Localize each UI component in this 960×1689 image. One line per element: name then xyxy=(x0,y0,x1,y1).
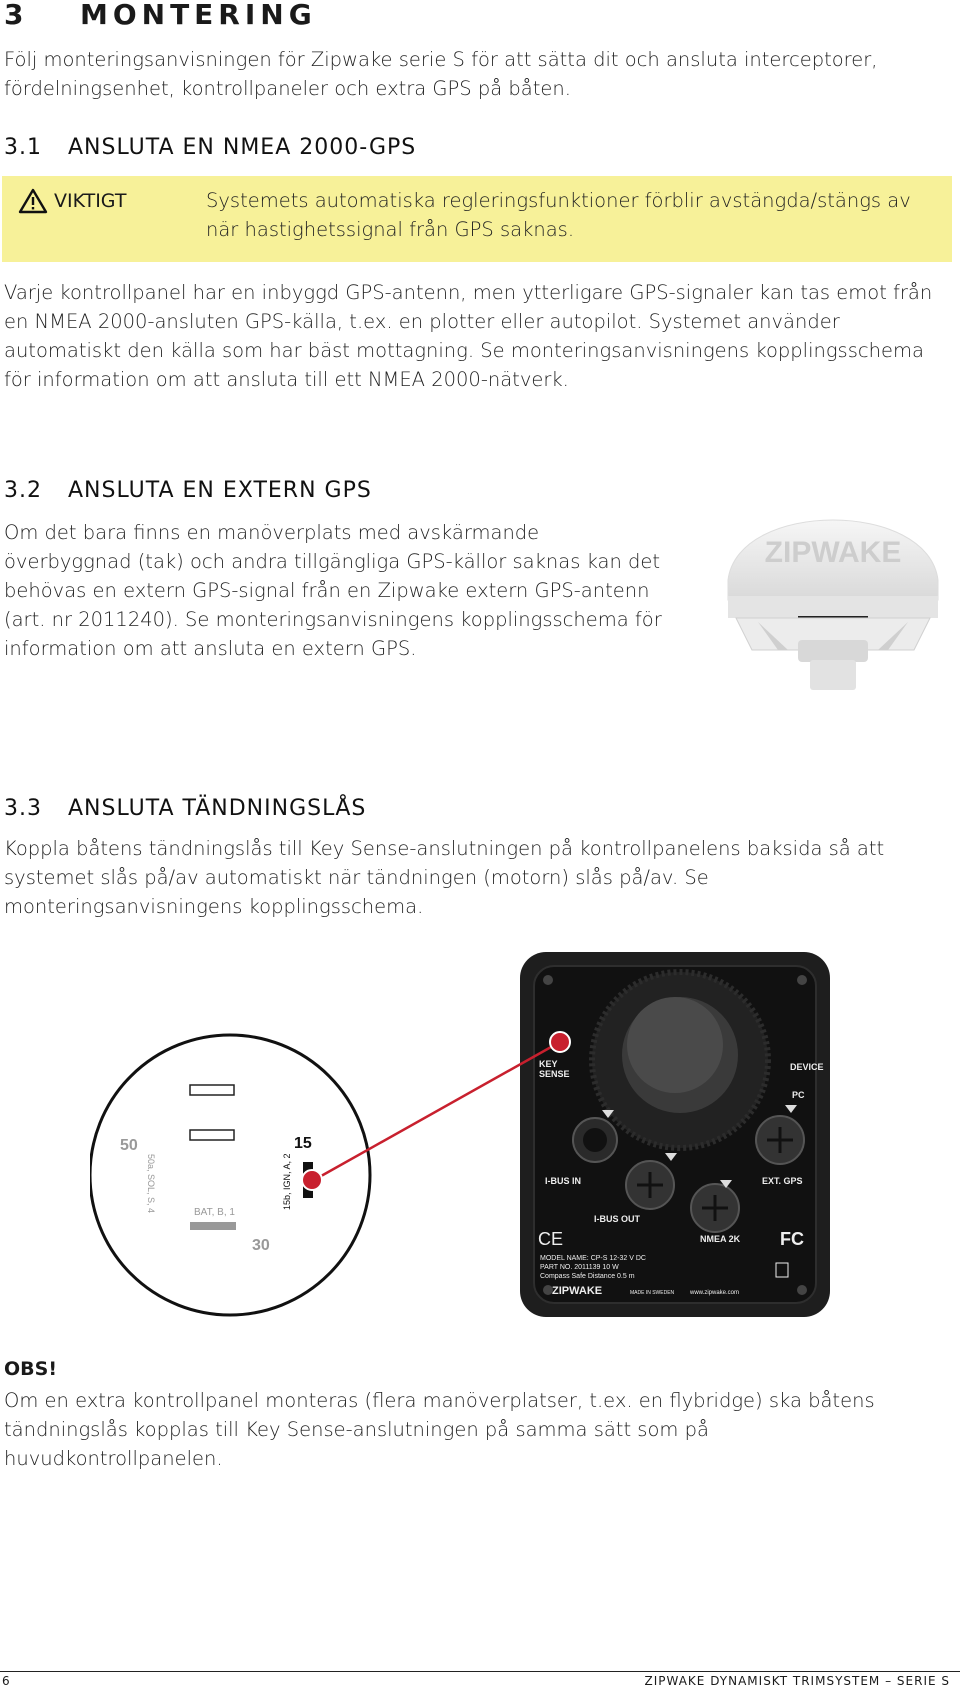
key-sense-label: KEY SENSE xyxy=(539,1059,570,1079)
subsection-title: ANSLUTA EN NMEA 2000-GPS xyxy=(68,135,417,160)
subsection-title: ANSLUTA EN EXTERN GPS xyxy=(68,478,372,503)
warning-text: Systemets automatiska regleringsfunktioner förblir avstängda/stängs av när hastighetssignal från GPS saknas. xyxy=(206,189,911,241)
subsection-number: 3.3 xyxy=(4,796,42,821)
bat-label: BAT, B, 1 xyxy=(194,1207,235,1218)
section-number: 3 xyxy=(4,0,29,31)
subsection-heading-3-3 xyxy=(4,796,366,821)
sol-label: 50a, SOL, S, 4 xyxy=(146,1154,156,1214)
external-gps-paragraph: Om det bara finns en manöverplats med avskärmande överbyggnad (tak) och andra tillgängliga GPS-källor saknas kan det behövas en extern GPS-signal från en Zipwake extern GPS-antenn (art. nr 2011240). Se monteringsanvisningens kopplingsschema för information om att ansluta en extern GPS. xyxy=(4,521,662,660)
obs-paragraph: Om en extra kontrollpanel monteras (flera manöverplatser, t.ex. en flybridge) ska båtens tändningslås kopplas till Key Sense-anslutningen på samma sätt som på huvudkontrollpanelen. xyxy=(4,1389,875,1470)
warning-icon xyxy=(18,188,48,214)
section-heading xyxy=(4,0,317,31)
made-in-text: MADE IN SWEDEN xyxy=(630,1290,675,1296)
compass-text: Compass Safe Distance 0.5 m xyxy=(540,1273,635,1280)
ce-mark: CE xyxy=(538,1229,564,1249)
warning-box xyxy=(2,176,952,262)
terminal-15-label: 15 xyxy=(294,1135,312,1152)
ign-label: 15b, IGN, A, 2 xyxy=(282,1153,292,1210)
panel-logo: ZIPWAKE xyxy=(552,1285,603,1297)
fc-mark: FC xyxy=(780,1229,804,1249)
ibus-out-label: I-BUS OUT xyxy=(594,1214,640,1224)
footer-divider xyxy=(0,1671,960,1672)
subsection-heading-3-1 xyxy=(4,135,416,160)
footer-title: ZIPWAKE DYNAMISKT TRIMSYSTEM – SERIE S xyxy=(644,1674,950,1688)
connection-point-ignition xyxy=(302,1170,322,1190)
device-label: DEVICE xyxy=(790,1062,824,1072)
subsection-title: ANSLUTA TÄNDNINGSLÅS xyxy=(68,796,367,821)
section-title: MONTERING xyxy=(79,0,317,31)
warning-label-text: VIKTIGT xyxy=(54,190,127,212)
terminal-30-label: 30 xyxy=(252,1237,270,1254)
subsection-number: 3.1 xyxy=(4,135,42,160)
ibus-in-label: I-BUS IN xyxy=(545,1176,581,1186)
subsection-heading-3-2 xyxy=(4,478,372,503)
ignition-switch-circle xyxy=(90,1035,370,1315)
nmea-paragraph: Varje kontrollpanel har en inbyggd GPS-antenn, men ytterligare GPS-signaler kan tas emot från en NMEA 2000-ansluten GPS-källa, t.ex. en plotter eller autopilot. Systemet använder automatiskt den källa som har bäst mottagning. Se monteringsanvisningens kopplingsschema för information om att ansluta till ett NMEA 2000-nätverk. xyxy=(4,281,933,391)
page-number: 6 xyxy=(2,1674,10,1688)
ignition-paragraph: Koppla båtens tändningslås till Key Sense-anslutningen på kontrollpanelens baksida så att systemet slås på/av automatiskt när tändningen (motorn) slås på/av. Se monteringsanvisningens kopplingsschema. xyxy=(4,837,885,918)
ext-gps-label: EXT. GPS xyxy=(762,1176,803,1186)
terminal-50-label: 50 xyxy=(120,1137,138,1154)
intro-paragraph: Följ monteringsanvisningen för Zipwake serie S för att sätta dit och ansluta interceptorer, fördelningsenhet, kontrollpaneler och extra GPS på båten. xyxy=(4,48,878,100)
obs-title: OBS! xyxy=(4,1358,57,1380)
pc-label: PC xyxy=(792,1090,805,1100)
subsection-number: 3.2 xyxy=(4,478,42,503)
part-text: PART NO. 2011139 10 W xyxy=(540,1264,619,1271)
gps-logo: ZIPWAKE xyxy=(764,536,902,569)
connection-point-key-sense xyxy=(550,1032,570,1052)
gps-antenna-image xyxy=(718,500,948,700)
nmea-label: NMEA 2K xyxy=(700,1234,741,1244)
url-text: www.zipwake.com xyxy=(690,1290,740,1296)
ignition-wiring-diagram xyxy=(90,940,850,1340)
warning-label xyxy=(18,188,126,214)
model-text: MODEL NAME: CP-S 12-32 V DC xyxy=(540,1255,646,1262)
